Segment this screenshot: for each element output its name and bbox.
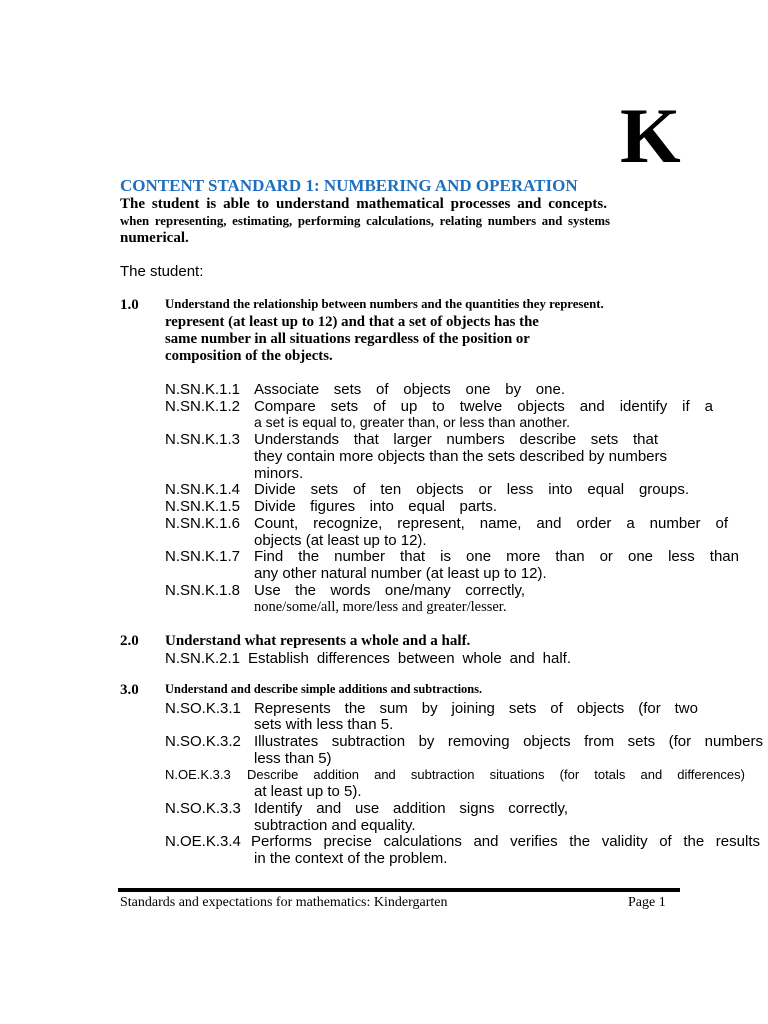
standard-code: N.SO.K.3.3 <box>165 799 241 817</box>
section-heading: Understand the relationship between numbers and the quantities they represent. <box>165 296 604 311</box>
page-number: Page 1 <box>628 895 666 910</box>
standard-description: Understands that larger numbers describe sets that <box>254 430 658 448</box>
standard-description: Find the number that is one more than or one less than <box>254 547 739 565</box>
standard-code: N.SN.K.1.4 <box>165 480 241 498</box>
standard-description-continued: minors. <box>254 464 304 482</box>
standard-code: N.OE.K.3.4 <box>165 832 241 850</box>
section-heading: Understand what represents a whole and a half. <box>165 632 471 649</box>
standard-code: N.SN.K.1.7 <box>165 547 241 565</box>
standard-description: Establish differences between whole and half. <box>248 649 571 667</box>
standard-row <box>165 548 739 565</box>
standard-row <box>165 733 763 750</box>
standard-description: Describe addition and subtraction situations (for totals and differences) <box>247 766 745 782</box>
standard-description-continued: sets with less than 5. <box>254 715 394 733</box>
standard-code: N.OE.K.3.3 <box>165 766 231 782</box>
standard-description: Associate sets of objects one by one. <box>254 380 565 398</box>
section-number: 1.0 <box>120 296 139 313</box>
standard-description-continued: in the context of the problem. <box>254 849 448 867</box>
standard-description: Identify and use addition signs correctly, <box>254 799 568 817</box>
footer-title: Standards and expectations for mathematics: Kindergarten <box>120 895 448 910</box>
standard-description-continued: at least up to 5). <box>254 782 362 800</box>
standard-description-continued: less than 5) <box>254 749 332 767</box>
grade-letter: K <box>620 92 681 179</box>
standard-description: Divide sets of ten objects or less into equal groups. <box>254 480 689 498</box>
standard-description: Represents the sum by joining sets of objects (for two <box>254 699 698 717</box>
standard-description: Count, recognize, represent, name, and order a number of <box>254 514 728 532</box>
standard-description-continued: a set is equal to, greater than, or less than another. <box>254 414 570 430</box>
standard-intro-line: when representing, estimating, performing calculations, relating numbers and systems <box>120 213 610 228</box>
standard-description-continued: subtraction and equality. <box>254 816 416 834</box>
standard-code: N.SO.K.3.1 <box>165 699 241 717</box>
section-heading: same number in all situations regardless of the position or <box>165 330 530 347</box>
standard-code: N.SN.K.1.2 <box>165 397 241 415</box>
section-heading: represent (at least up to 12) and that a set of objects has the <box>165 313 539 330</box>
standard-code: N.SO.K.3.2 <box>165 732 241 750</box>
standard-description: Use the words one/many correctly, <box>254 581 525 599</box>
standard-row <box>165 431 658 448</box>
standard-code: N.SN.K.1.1 <box>165 380 241 398</box>
standard-description: Divide figures into equal parts. <box>254 497 497 515</box>
standard-row <box>165 481 689 498</box>
standard-description-continued: any other natural number (at least up to 12). <box>254 564 547 582</box>
standard-code: N.SN.K.1.5 <box>165 497 241 515</box>
standard-description: Compare sets of up to twelve objects and identify if a <box>254 397 713 415</box>
standard-row <box>165 515 728 532</box>
standard-row <box>165 381 565 398</box>
standard-row <box>165 582 525 599</box>
standard-code: N.SN.K.1.8 <box>165 581 241 599</box>
standard-intro-line: numerical. <box>120 229 189 246</box>
lead-text: The student: <box>120 263 204 280</box>
content-standard-title: CONTENT STANDARD 1: NUMBERING AND OPERATION <box>120 176 578 195</box>
standard-description-continued: objects (at least up to 12). <box>254 531 427 549</box>
standard-row <box>165 800 568 817</box>
section-heading: Understand and describe simple additions and subtractions. <box>165 681 483 696</box>
standard-code: N.SN.K.1.3 <box>165 430 241 448</box>
standard-description-continued: they contain more objects than the sets described by numbers <box>254 447 667 465</box>
standard-code: N.SN.K.1.6 <box>165 514 241 532</box>
standard-intro-line: The student is able to understand mathematical processes and concepts. <box>120 195 607 212</box>
section-heading: composition of the objects. <box>165 347 333 364</box>
standard-row <box>165 498 497 515</box>
standard-row <box>165 700 698 717</box>
footer-rule <box>118 888 680 892</box>
section-number: 3.0 <box>120 681 139 698</box>
standard-description: Illustrates subtraction by removing objects from sets (for numbers <box>254 732 763 750</box>
standard-description-continued: none/some/all, more/less and greater/lesser. <box>254 598 507 615</box>
standard-code: N.SN.K.2.1 <box>165 649 241 667</box>
standard-row <box>165 650 571 667</box>
standard-row <box>165 767 745 782</box>
standard-description: Performs precise calculations and verifies the validity of the results <box>251 832 760 850</box>
standard-row <box>165 398 713 415</box>
section-number: 2.0 <box>120 632 139 649</box>
standard-row <box>165 833 760 850</box>
